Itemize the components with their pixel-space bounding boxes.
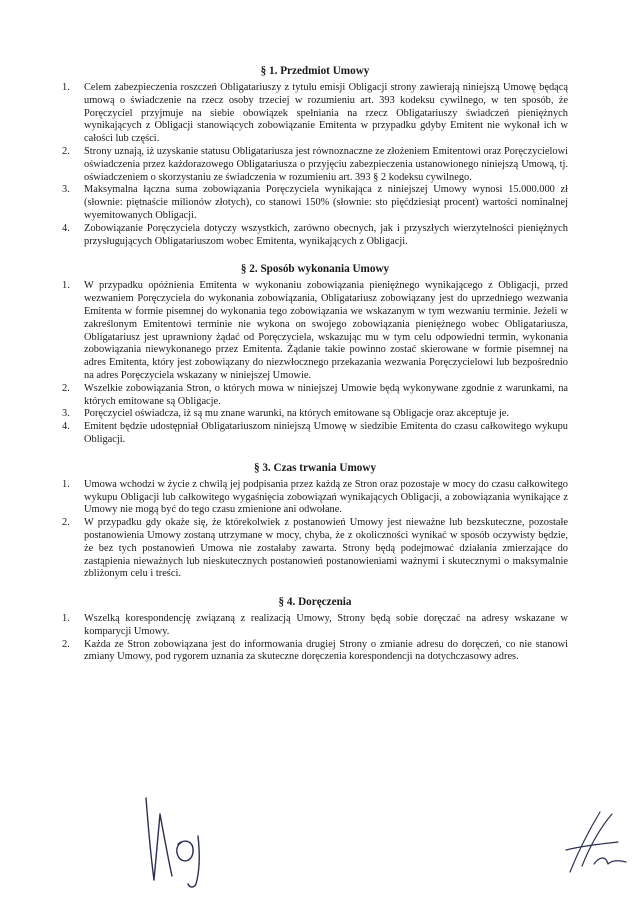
clause-number: 2.	[62, 145, 70, 157]
clause-list	[62, 479, 568, 581]
clause-number: 2.	[62, 382, 70, 394]
clause-item	[62, 421, 568, 447]
clause-item	[62, 184, 568, 222]
section-title: § 2. Sposób wykonania Umowy	[240, 263, 390, 276]
clause-item	[62, 639, 568, 665]
clause-number: 3.	[62, 408, 70, 420]
document-body	[62, 64, 568, 678]
clause-text: Maksymalna łączna suma zobowiązania Poręczyciela wynikająca z niniejszej Umowy wynosi 15.000.000 zł (słownie: piętnaście milionów złotych), co stanowi 150% (słownie: sto pięćdziesiąt procent) wartości nominalnej wyemitowanych Obligacji.	[84, 184, 568, 221]
clause-text: Wszelką korespondencję związaną z realizacją Umowy, Strony będą sobie doręczać na adresy wskazane w komparycji Umowy.	[84, 613, 568, 637]
signature-right	[560, 806, 630, 878]
clause-item	[62, 613, 568, 639]
section-4	[62, 595, 568, 664]
clause-item	[62, 82, 568, 146]
clause-number: 1.	[62, 478, 70, 490]
clause-text: Poręczyciel oświadcza, iż są mu znane warunki, na których emitowane są Obligacje oraz akceptuje je.	[84, 408, 509, 420]
clause-text: Każda ze Stron zobowiązana jest do informowania drugiej Strony o zmianie adresu do doręczeń, co nie stanowi zmiany Umowy, pod rygorem uznania za skuteczne doręczenia korespondencji na dotychczasowy adres.	[84, 638, 568, 663]
clause-number: 1.	[62, 280, 70, 292]
clause-number: 1.	[62, 613, 70, 625]
clause-text: W przypadku gdy okaże się, że którekolwiek z postanowień Umowy jest nieważne lub bezskuteczne, pozostałe postanowienia Umowy zostaną utrzymane w mocy, chyba, że z okoliczności wynikać w sposób oczywisty będzie, że bez tych postanowień Umowa nie zostałaby zawarta. Strony będą podejmować działania zmierzające do zastąpienia nieważnych lub nieskutecznych postanowień postanowieniami ważnymi i skutecznymi o maksymalnie zbliżonym celu i treści.	[84, 517, 568, 580]
clause-text: Strony uznają, iż uzyskanie statusu Obligatariusza jest równoznaczne ze złożeniem Emitentowi oraz Poręczycielowi oświadczenia przez każdorazowego Obligatariusza o przyjęciu zabezpieczenia ustanowionego niniejszą Umową, tj. oświadczeniem o skorzystaniu ze świadczenia w rozumieniu art. 393 § 2 kodeksu cywilnego.	[84, 145, 568, 183]
section-3	[62, 461, 568, 581]
clause-item	[62, 280, 568, 382]
clause-text: Celem zabezpieczenia roszczeń Obligatariuszy z tytułu emisji Obligacji strony zawierają niniejszą Umowę będącą umową o świadczenie na rzecz osoby trzeciej w rozumieniu art. 393 kodeksu cywilnego, w ten sposób, że Poręczyciel przyjmuje na siebie obowiązek spełniania na rzecz Obligatariuszy świadczeń pieniężnych wynikających z Obligacji stanowiących zobowiązanie Emitenta w przypadku gdyby Emitent nie wykonał ich w całości lub części.	[84, 82, 568, 145]
signature-left	[138, 784, 208, 888]
clause-text: Wszelkie zobowiązania Stron, o których mowa w niniejszej Umowie będą wykonywane zgodnie z warunkami, na których emitowane są Obligacje.	[84, 382, 568, 407]
clause-text: W przypadku opóźnienia Emitenta w wykonaniu zobowiązania pieniężnego wynikającego z Obligacji, przed wezwaniem Poręczyciela do wykonania zobowiązania, Obligatariusz zobowiązany jest do uprzedniego wezwania Emitenta w formie pisemnej do wykonania tego zobowiązania we wskazanym w tym wezwaniu terminie. Jeżeli w zakreślonym Emitentowi terminie nie wykona on swojego zobowiązania pieniężnego wobec Obligatariusza, Obligatariusz jest uprawniony żądać od Poręczyciela, wskazując mu w tym celu odpowiedni termin, wykonania zobowiązania niewykonanego przez Emitenta. Żądanie takie powinno zostać skierowane w formie pisemnej na adres Emitenta, który jest zobowiązany do niezwłocznego przekazania wezwania Poręczycielowi lub bezpośrednio na adres Poręczyciela wskazany w niniejszej Umowie.	[84, 280, 568, 381]
section-2	[62, 262, 568, 446]
clause-number: 4.	[62, 421, 70, 433]
clause-item	[62, 146, 568, 184]
clause-number: 4.	[62, 222, 70, 234]
clause-list	[62, 280, 568, 446]
clause-item	[62, 383, 568, 409]
clause-text: Umowa wchodzi w życie z chwilą jej podpisania przez każdą ze Stron oraz pozostaje w mocy do czasu całkowitego wykupu Obligacji lub całkowitego wygaśnięcia zobowiązań wynikających Obligacji, a zobowiązania wynikające z Umowy nie mogą być do tego czasu zmienione ani odwołane.	[84, 478, 568, 516]
clause-number: 2.	[62, 517, 70, 529]
clause-item	[62, 223, 568, 249]
clause-number: 2.	[62, 638, 70, 650]
section-title: § 4. Doręczenia	[278, 596, 352, 609]
clause-list	[62, 613, 568, 664]
section-title: § 1. Przedmiot Umowy	[260, 65, 370, 77]
section-title: § 3. Czas trwania Umowy	[253, 461, 377, 474]
clause-number: 1.	[62, 82, 70, 93]
clause-list	[62, 82, 568, 248]
clause-item	[62, 479, 568, 517]
clause-text: Emitent będzie udostępniał Obligatariuszom niniejszą Umowę w siedzibie Emitenta do czasu całkowitego wykupu Obligacji.	[84, 421, 568, 445]
clause-text: Zobowiązanie Poręczyciela dotyczy wszystkich, zarówno obecnych, jak i przyszłych wierzytelności pieniężnych przysługujących Obligatariuszom wobec Emitenta, wynikających z Obligacji.	[84, 222, 568, 247]
clause-number: 3.	[62, 184, 70, 196]
clause-item	[62, 408, 568, 421]
section-1	[62, 64, 568, 248]
clause-item	[62, 517, 568, 581]
